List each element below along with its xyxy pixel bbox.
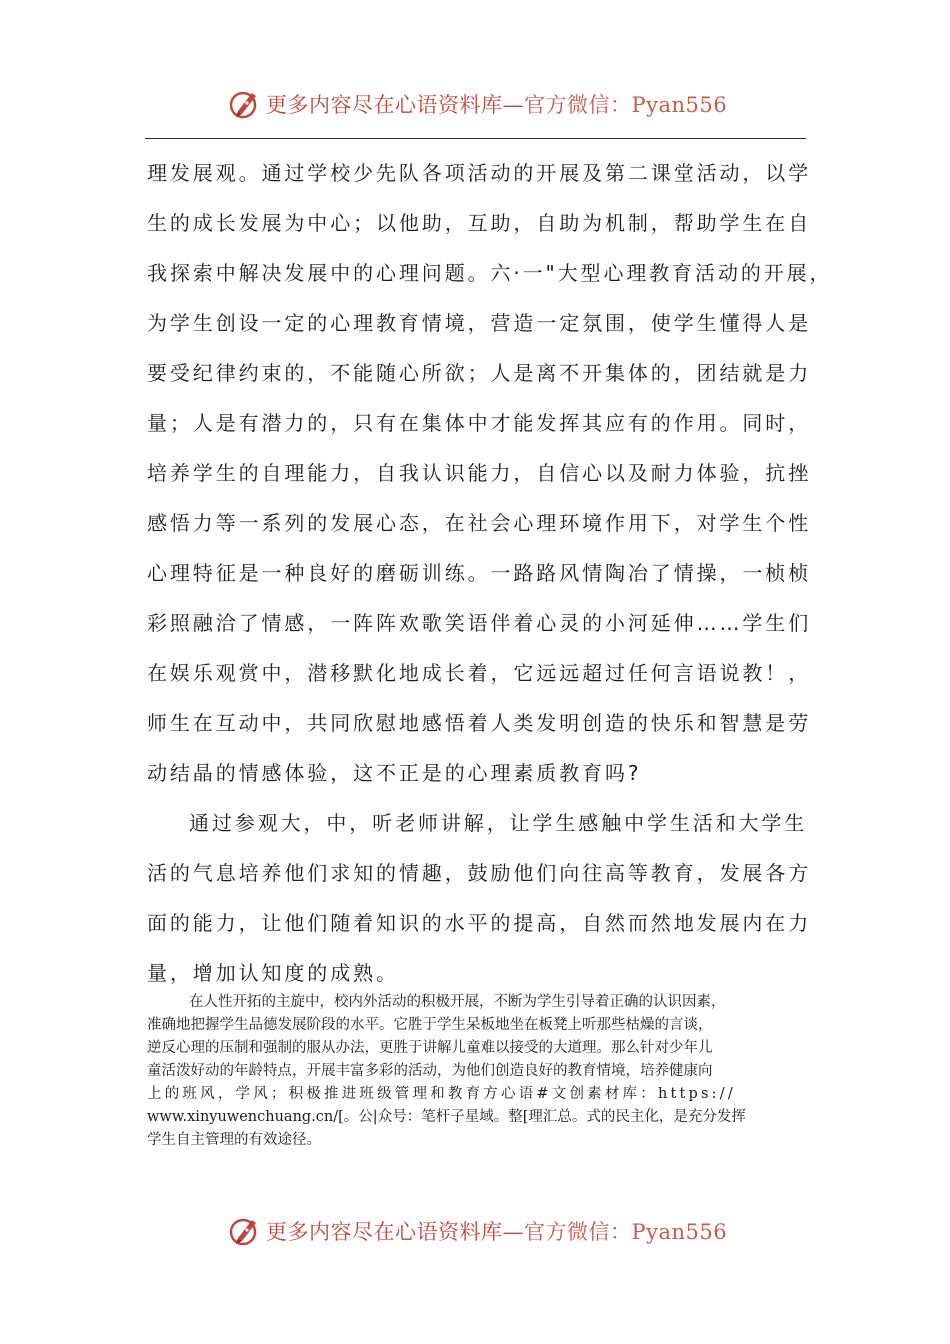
small-line: 上的班风，学风；积极推进班级管理和教育方心语#文创素材库：https:// bbox=[147, 1086, 736, 1102]
body-line: 动结晶的情感体验，这不正是的心理素质教育吗? bbox=[147, 761, 642, 785]
body-line: 要受纪律约束的，不能随心所欲；人是离不开集体的，团结就是力 bbox=[147, 361, 812, 385]
small-line: 学生自主管理的有效途径。 bbox=[147, 1132, 321, 1148]
footer-banner-content bbox=[228, 1209, 727, 1253]
small-line: 准确地把握学生品德发展阶段的水平。它胜于学生呆板地坐在板凳上听那些枯燥的言谈， bbox=[147, 1017, 713, 1033]
body-line: 生的成长发展为中心；以他助，互助，自助为机制，帮助学生在自 bbox=[147, 211, 812, 235]
small-line-paragraph-start: 在人性开拓的主旋中，校内外活动的积极开展，不断为学生引导着正确的认识因素， bbox=[189, 994, 726, 1010]
small-line: 逆反心理的压制和强制的服从办法，更胜于讲解儿童难以接受的大道理。那么针对少年儿 bbox=[147, 1040, 713, 1056]
body-line: 我探索中解决发展中的心理问题。六·一"大型心理教育活动的开展， bbox=[147, 261, 833, 285]
main-article-body bbox=[147, 148, 833, 998]
body-line: 量；人是有潜力的，只有在集体中才能发挥其应有的作用。同时， bbox=[147, 411, 812, 435]
body-line: 彩照融洽了情感，一阵阵欢歌笑语伴着心灵的小河延伸……学生们 bbox=[147, 611, 812, 635]
footer-banner-title bbox=[266, 1216, 727, 1246]
footer-banner bbox=[0, 1209, 950, 1253]
footer-banner-contact: 官方微信：Pyan556 bbox=[524, 1220, 728, 1244]
body-line: 面的能力，让他们随着知识的水平的提高，自然而然地发展内在力 bbox=[147, 911, 812, 935]
small-line: www.xinyuwenchuang.cn/[。公|众号：笔杆子星域。整[理汇总。式的民主化，是充分发挥 bbox=[147, 1109, 746, 1125]
body-line: 活的气息培养他们求知的情趣，鼓励他们向往高等教育，发展各方 bbox=[147, 861, 812, 885]
header-banner-title-text: 更多内容尽在心语资料库— bbox=[266, 93, 524, 117]
body-line: 培养学生的自理能力，自我认识能力，自信心以及耐力体验，抗挫 bbox=[147, 461, 812, 485]
small-line: 童活泼好动的年龄特点，开展丰富多彩的活动，为他们创造良好的教育情境，培养健康向 bbox=[147, 1063, 713, 1079]
header-banner-content bbox=[228, 82, 727, 126]
body-line-paragraph-start: 通过参观大，中，听老师讲解，让学生感触中学生活和大学生 bbox=[189, 811, 808, 835]
header-banner bbox=[0, 82, 950, 126]
body-line: 感悟力等一系列的发展心态，在社会心理环境作用下，对学生个性 bbox=[147, 511, 812, 535]
header-banner-title bbox=[266, 89, 727, 119]
header-banner-contact: 官方微信：Pyan556 bbox=[524, 93, 728, 117]
body-line: 师生在互动中，共同欣慰地感悟着人类发明创造的快乐和智慧是劳 bbox=[147, 711, 812, 735]
body-line: 量，增加认知度的成熟。 bbox=[147, 961, 399, 985]
body-line: 心理特征是一种良好的磨砺训练。一路路风情陶冶了情操，一桢桢 bbox=[147, 561, 812, 585]
footer-banner-title-text: 更多内容尽在心语资料库— bbox=[266, 1220, 524, 1244]
pen-circle-logo-icon bbox=[228, 1214, 262, 1248]
header-divider bbox=[145, 138, 806, 139]
small-print-paragraph bbox=[147, 991, 809, 1152]
body-line: 在娱乐观赏中，潜移默化地成长着，它远远超过任何言语说教！， bbox=[147, 661, 812, 685]
body-line: 为学生创设一定的心理教育情境，营造一定氛围，使学生懂得人是 bbox=[147, 311, 812, 335]
pen-circle-logo-icon bbox=[228, 87, 262, 121]
body-line: 理发展观。通过学校少先队各项活动的开展及第二课堂活动，以学 bbox=[147, 161, 812, 185]
